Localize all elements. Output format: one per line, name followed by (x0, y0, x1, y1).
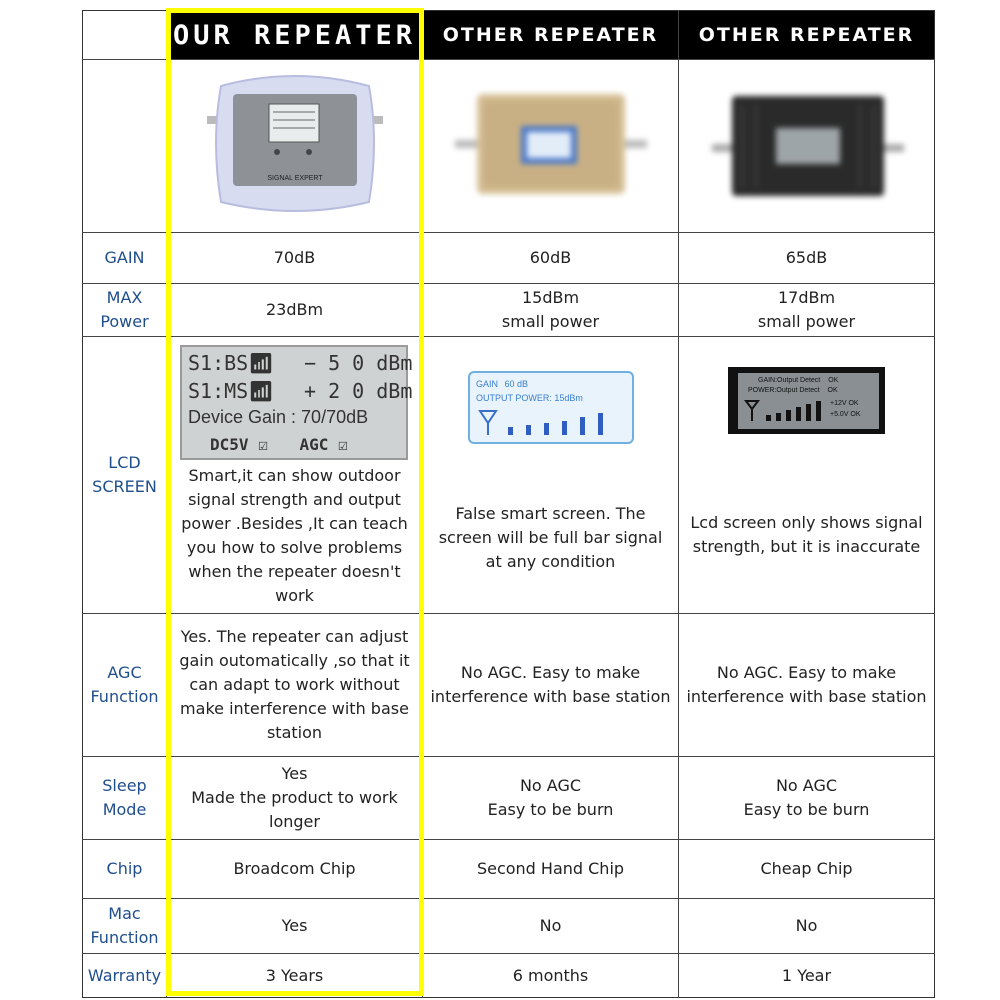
row-label-chip: Chip (106, 859, 143, 878)
agc-other1: No AGC. Easy to make interference with base station (430, 663, 671, 706)
chip-other1: Second Hand Chip (476, 859, 625, 878)
label-line: Mac (108, 904, 141, 923)
lcd-ok: OK (827, 387, 838, 394)
gain-other2: 65dB (785, 248, 828, 267)
value-line: small power (757, 312, 856, 331)
lcd-line1-value: − 5 0 dBm (304, 351, 413, 375)
lcd-line: POWER:Output Detect (748, 387, 820, 394)
value-line: 17dBm (777, 288, 836, 307)
header-our-repeater: OUR REPEATER (167, 11, 422, 59)
other-repeater-2-image (712, 88, 904, 208)
our-repeater-image (205, 72, 385, 222)
chip-other2: Cheap Chip (760, 859, 853, 878)
lcd-line: GAIN:Output Detect (758, 377, 821, 384)
label-line: Mode (102, 800, 147, 819)
checkbox-icon: ☑ (258, 435, 268, 454)
lcd-other1-desc: False smart screen. The screen will be full bar signal at any condition (438, 503, 663, 571)
signal-bars-icon (744, 397, 828, 425)
checkbox-icon: ☑ (338, 435, 348, 454)
antenna-icon: 📶︎ (248, 351, 274, 375)
sleep-other1 (423, 757, 678, 839)
lcd-agc: AGC (299, 435, 329, 454)
brand-text: SIGNAL EXPERT (267, 175, 323, 182)
label-line: Function (90, 687, 159, 706)
row-label-agc-function (83, 614, 166, 756)
warranty-other2: 1 Year (781, 965, 832, 985)
lcd-other2-desc: Lcd screen only shows signal strength, but it is inaccurate (690, 513, 923, 556)
max-power-ours: 23dBm (265, 300, 324, 319)
lcd-power-value: 15dBm (554, 393, 583, 403)
chip-ours: Broadcom Chip (233, 859, 356, 878)
lcd-line1-prefix: S1:BS (188, 351, 249, 375)
value-line: No AGC (519, 776, 582, 795)
value-line: Made the product to work longer (191, 788, 398, 831)
gain-ours: 70dB (273, 248, 316, 267)
warranty-other1: 6 months (512, 965, 589, 985)
lcd-dc5v: DC5V (210, 435, 249, 454)
row-divider (82, 336, 935, 337)
value-line: Yes (281, 764, 308, 783)
row-label-gain: GAIN (104, 248, 145, 267)
lcd-line2-value: + 2 0 dBm (304, 379, 413, 403)
sleep-ours (177, 757, 412, 839)
gain-other1: 60dB (529, 248, 572, 267)
signal-bars-icon (478, 409, 628, 439)
label-line: MAX (106, 288, 143, 307)
lcd-gain-label: GAIN (476, 379, 499, 389)
row-label-max-power (83, 284, 166, 336)
value-line: Easy to be burn (487, 800, 614, 819)
antenna-icon: 📶︎ (248, 379, 274, 403)
lcd-line: +5.0V OK (830, 411, 861, 418)
other1-lcd-screen (468, 371, 634, 444)
mac-ours: Yes (281, 916, 308, 935)
mac-other2: No (795, 916, 818, 935)
lcd-ok: OK (828, 377, 839, 384)
other-repeater-1-image (455, 88, 647, 208)
label-line: Power (100, 312, 149, 331)
agc-other2: No AGC. Easy to make interference with base station (686, 663, 927, 706)
label-line: Function (90, 928, 159, 947)
lcd-line2-prefix: S1:MS (188, 379, 249, 403)
row-label-warranty: Warranty (87, 965, 162, 985)
max-power-other1 (423, 284, 678, 336)
max-power-other2 (679, 284, 934, 336)
sleep-other2 (679, 757, 934, 839)
row-divider (82, 59, 935, 60)
lcd-line: +12V OK (830, 400, 859, 407)
our-lcd-screen (180, 345, 413, 460)
mac-other1: No (539, 916, 562, 935)
row-label-mac-function (83, 899, 166, 953)
header-other-repeater-1: OTHER REPEATER (423, 11, 678, 59)
lcd-line3: Device Gain : 70/70dB (188, 407, 369, 427)
value-line: Easy to be burn (743, 800, 870, 819)
other2-lcd-screen (728, 367, 885, 434)
label-line: AGC (107, 663, 142, 682)
value-line: No AGC (775, 776, 838, 795)
label-line: SCREEN (92, 477, 157, 496)
lcd-ours-desc: Smart,it can show outdoor signal strength and output power .Besides ,It can teach you how to solve problems when the repeater doesn't work (181, 465, 408, 605)
row-label-lcd-screen (83, 337, 166, 613)
header-other-repeater-2: OTHER REPEATER (679, 11, 934, 59)
row-label-sleep-mode (83, 757, 166, 839)
value-line: small power (501, 312, 600, 331)
warranty-ours: 3 Years (265, 965, 324, 985)
lcd-gain-value: 60 dB (504, 379, 529, 389)
label-line: LCD (108, 453, 141, 472)
label-line: Sleep (102, 776, 147, 795)
lcd-power-label: OUTPUT POWER: (476, 393, 552, 403)
value-line: 15dBm (521, 288, 580, 307)
agc-ours: Yes. The repeater can adjust gain outomatically ,so that it can adapt to work without make interference with base station (179, 627, 410, 742)
